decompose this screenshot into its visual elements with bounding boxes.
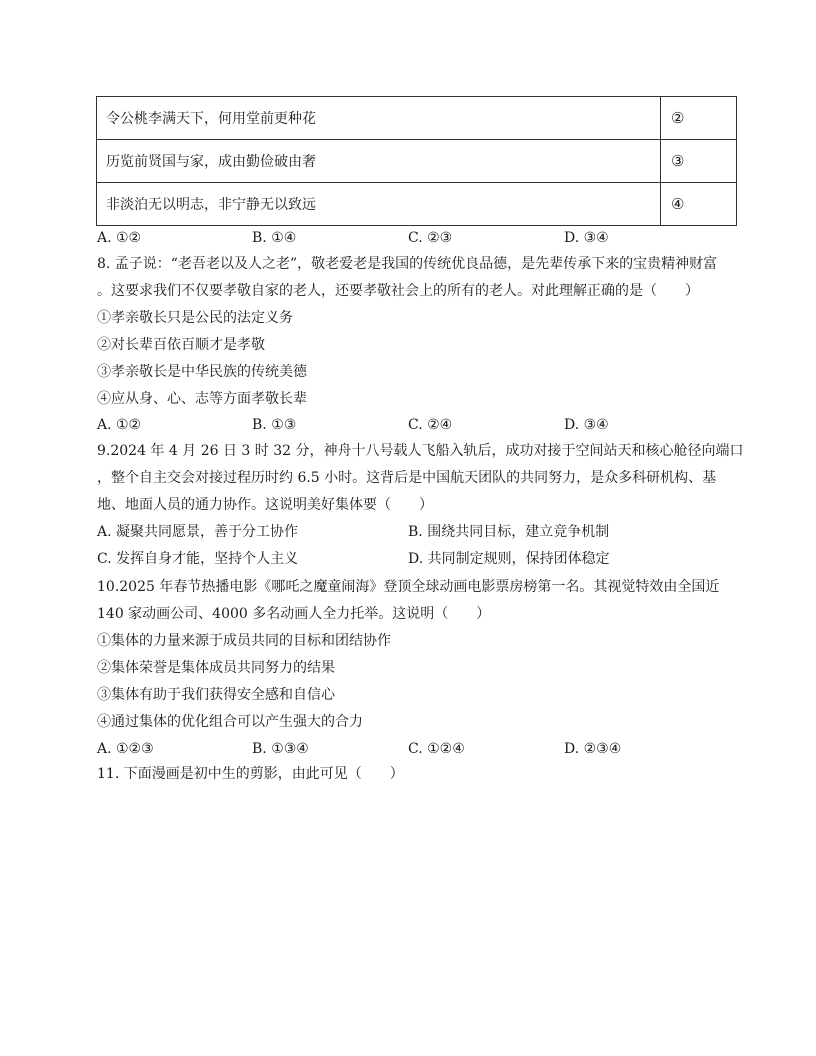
q10-options bbox=[97, 739, 737, 759]
q7-options bbox=[97, 228, 737, 248]
option-b[interactable]: B. ①④ bbox=[252, 230, 297, 246]
option-b[interactable]: B. 围绕共同目标，建立竞争机制 bbox=[408, 524, 610, 540]
option-b[interactable]: B. ①③④ bbox=[252, 741, 309, 757]
q10-item-4: ④通过集体的优化组合可以产生强大的合力 bbox=[97, 714, 363, 730]
mark-cell: ④ bbox=[661, 183, 737, 226]
option-a[interactable]: A. 凝聚共同愿景，善于分工协作 bbox=[97, 524, 299, 540]
q8-stem-line2: 。这要求我们不仅要孝敬自家的老人，还要孝敬社会上的所有的老人。对此理解正确的是（ ） bbox=[97, 283, 699, 299]
option-c[interactable]: C. ②④ bbox=[408, 417, 453, 433]
option-b[interactable]: B. ①③ bbox=[252, 417, 297, 433]
option-d[interactable]: D. 共同制定规则，保持团体稳定 bbox=[408, 551, 610, 567]
quote-cell: 令公桃李满天下，何用堂前更种花 bbox=[97, 97, 661, 140]
option-a[interactable]: A. ①② bbox=[97, 417, 142, 433]
q9-stem-line1: 9.2024 年 4 月 26 日 3 时 32 分，神舟十八号载人飞船入轨后，成功对接于空间站天和核心舱径向端口 bbox=[97, 443, 744, 459]
quote-cell: 非淡泊无以明志，非宁静无以致远 bbox=[97, 183, 661, 226]
option-c[interactable]: C. ②③ bbox=[408, 230, 453, 246]
option-d[interactable]: D. ③④ bbox=[564, 417, 609, 433]
option-a[interactable]: A. ①②③ bbox=[97, 741, 154, 757]
q10-item-2: ②集体荣誉是集体成员共同努力的结果 bbox=[97, 660, 335, 676]
q8-item-3: ③孝亲敬长是中华民族的传统美德 bbox=[97, 364, 307, 380]
table-row bbox=[97, 97, 737, 140]
q10-item-1: ①集体的力量来源于成员共同的目标和团结协作 bbox=[97, 633, 391, 649]
option-c[interactable]: C. ①②④ bbox=[408, 741, 465, 757]
q10-stem-line2: 140 家动画公司、4000 多名动画人全力托举。这说明（ ） bbox=[97, 606, 491, 622]
table-row bbox=[97, 140, 737, 183]
q8-options bbox=[97, 415, 737, 435]
option-d[interactable]: D. ③④ bbox=[564, 230, 609, 246]
q11-stem: 11. 下面漫画是初中生的剪影，由此可见（ ） bbox=[97, 766, 404, 782]
option-a[interactable]: A. ①② bbox=[97, 230, 142, 246]
q8-stem-line1: 8. 孟子说：“老吾老以及人之老”，敬老爱老是我国的传统优良品德，是先辈传承下来的宝贵精神财富 bbox=[97, 256, 718, 272]
option-c[interactable]: C. 发挥自身才能，坚持个人主义 bbox=[97, 551, 299, 567]
q10-item-3: ③集体有助于我们获得安全感和自信心 bbox=[97, 687, 335, 703]
q9-options-row2 bbox=[97, 549, 737, 569]
q10-stem-line1: 10.2025 年春节热播电影《哪吒之魔童闹海》登顶全球动画电影票房榜第一名。其视觉特效由全国近 bbox=[97, 579, 720, 595]
quote-cell: 历览前贤国与家，成由勤俭破由奢 bbox=[97, 140, 661, 183]
quote-table bbox=[96, 96, 737, 226]
q9-stem-line2: ，整个自主交会对接过程历时约 6.5 小时。这背后是中国航天团队的共同努力，是众多科研机构、基 bbox=[97, 470, 717, 486]
mark-cell: ② bbox=[661, 97, 737, 140]
q8-item-1: ①孝亲敬长只是公民的法定义务 bbox=[97, 310, 293, 326]
q9-stem-line3: 地、地面人员的通力协作。这说明美好集体要（ ） bbox=[97, 497, 433, 513]
mark-cell: ③ bbox=[661, 140, 737, 183]
q8-item-4: ④应从身、心、志等方面孝敬长辈 bbox=[97, 391, 307, 407]
option-d[interactable]: D. ②③④ bbox=[564, 741, 622, 757]
table-row bbox=[97, 183, 737, 226]
q8-item-2: ②对长辈百依百顺才是孝敬 bbox=[97, 337, 265, 353]
q9-options-row1 bbox=[97, 522, 737, 542]
